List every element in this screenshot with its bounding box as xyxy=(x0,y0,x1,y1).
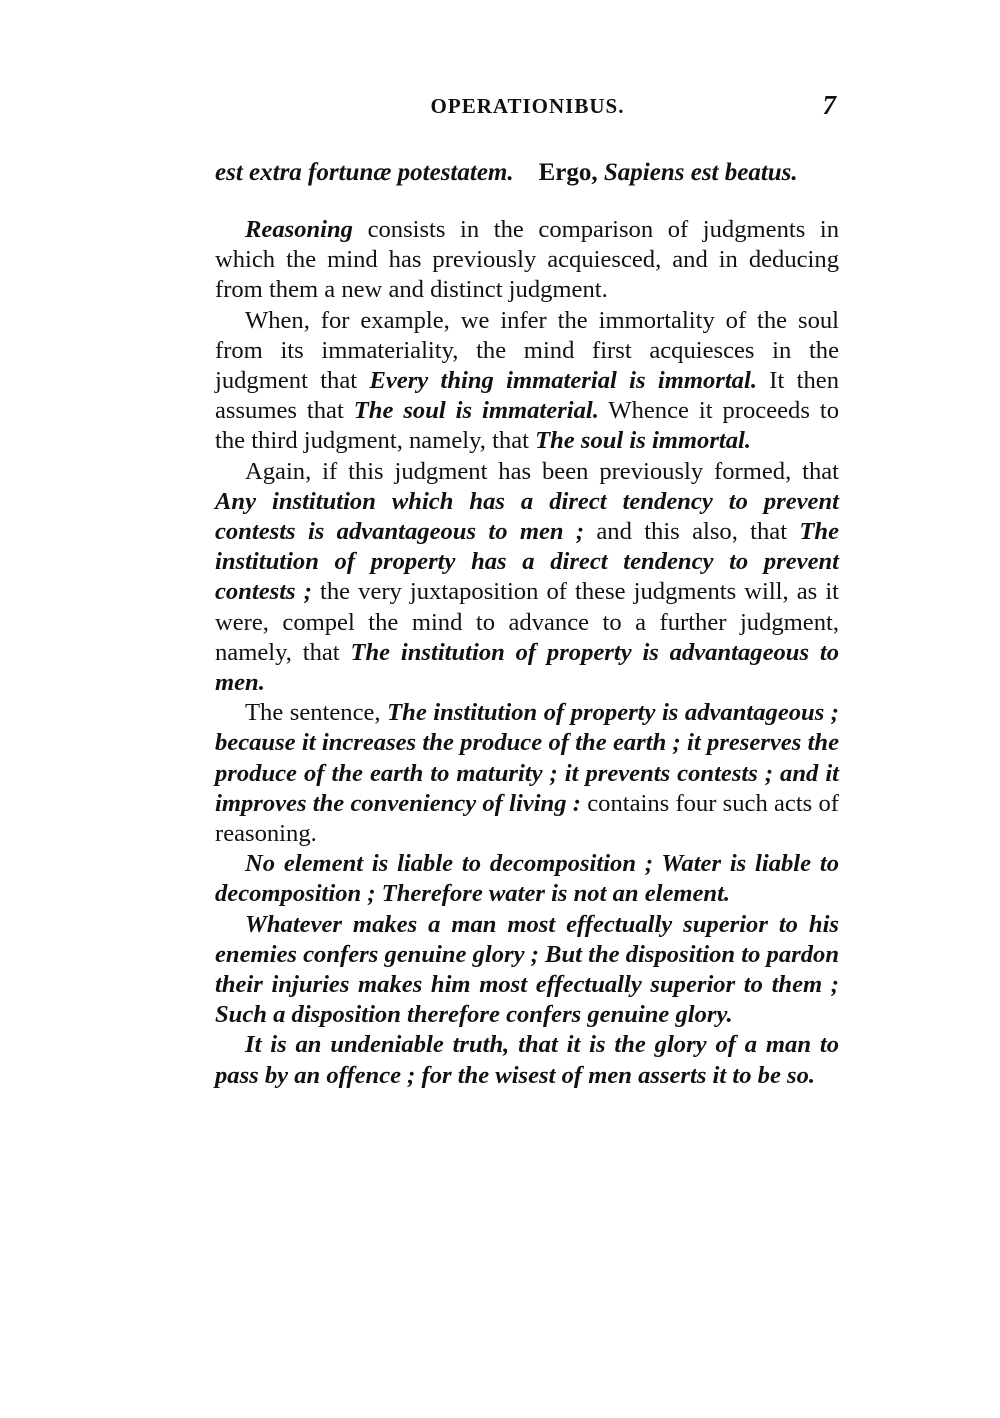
example-judgment: The soul is immaterial. xyxy=(353,397,599,425)
page-number: 7 xyxy=(822,90,836,120)
paragraph-sentence xyxy=(215,698,839,849)
paragraph-text: consists in the comparison of judgments in which the mind has previously acquiesced, and in deducing from them a new and distinct judgment. xyxy=(215,216,839,304)
opening-line xyxy=(215,153,839,193)
example-syllogism-element: No element is liable to decomposition ; Water is liable to decomposition ; Therefore water is not an element. xyxy=(215,850,839,908)
opening-ergo: Ergo, xyxy=(538,159,598,186)
paragraph-text: When, for example, we infer the immortality of the soul from its immateriality, the mind first acquiesces in the judgment that xyxy=(215,306,839,395)
paragraph-text: The sentence, xyxy=(245,699,388,727)
example-judgment: The institution of property is advantageous to men. xyxy=(215,638,839,697)
example-judgment: Any institution which has a direct tendency to prevent contests is advantageous to men ; xyxy=(215,487,839,546)
running-head: OPERATIONIBUS. xyxy=(430,94,625,118)
example-judgment: The institution of property has a direct tendency to prevent contests ; xyxy=(215,518,839,606)
body-text xyxy=(215,153,839,1091)
paragraph-reasoning xyxy=(215,215,839,306)
paragraph-text: It then assumes that xyxy=(215,367,839,425)
paragraph-immortality xyxy=(215,306,839,457)
page-header xyxy=(215,90,840,124)
term-reasoning: Reasoning xyxy=(245,216,353,243)
opening-latin-1: est extra fortunæ potestatem. xyxy=(215,159,514,186)
paragraph-text: contains four such acts of reasoning. xyxy=(215,789,839,848)
opening-latin-2: Sapiens est beatus. xyxy=(603,159,798,186)
example-judgment: The soul is immortal. xyxy=(535,427,752,455)
paragraph-text: the very juxtaposition of these judgments will, as it were, compel the mind to advance to a further judgment, namely, that xyxy=(215,578,839,666)
paragraph-text: Again, if this judgment has been previously formed, that xyxy=(245,457,839,485)
example-offence: It is an undeniable truth, that it is the glory of a man to pass by an offence ; for the wisest of men asserts it to be so. xyxy=(215,1031,839,1089)
paragraph-text: Whence it proceeds to the third judgment, namely, that xyxy=(215,397,839,455)
example-syllogism-glory: Whatever makes a man most effectually superior to his enemies confers genuine glory ; But the disposition to pardon their injuries makes him most effectually superior to them ; Such a disposition therefore confers genuine glory. xyxy=(215,910,839,1029)
paragraph-text: and this also, that xyxy=(584,518,800,546)
example-judgment: Every thing immaterial is immortal. xyxy=(369,367,757,395)
example-sentence: The institution of property is advantageous ; because it increases the produce of the earth ; it preserves the produce of the earth to maturity ; it prevents contests ; and it improves the conveniency of living : xyxy=(215,699,840,817)
paragraph-property xyxy=(215,457,839,699)
